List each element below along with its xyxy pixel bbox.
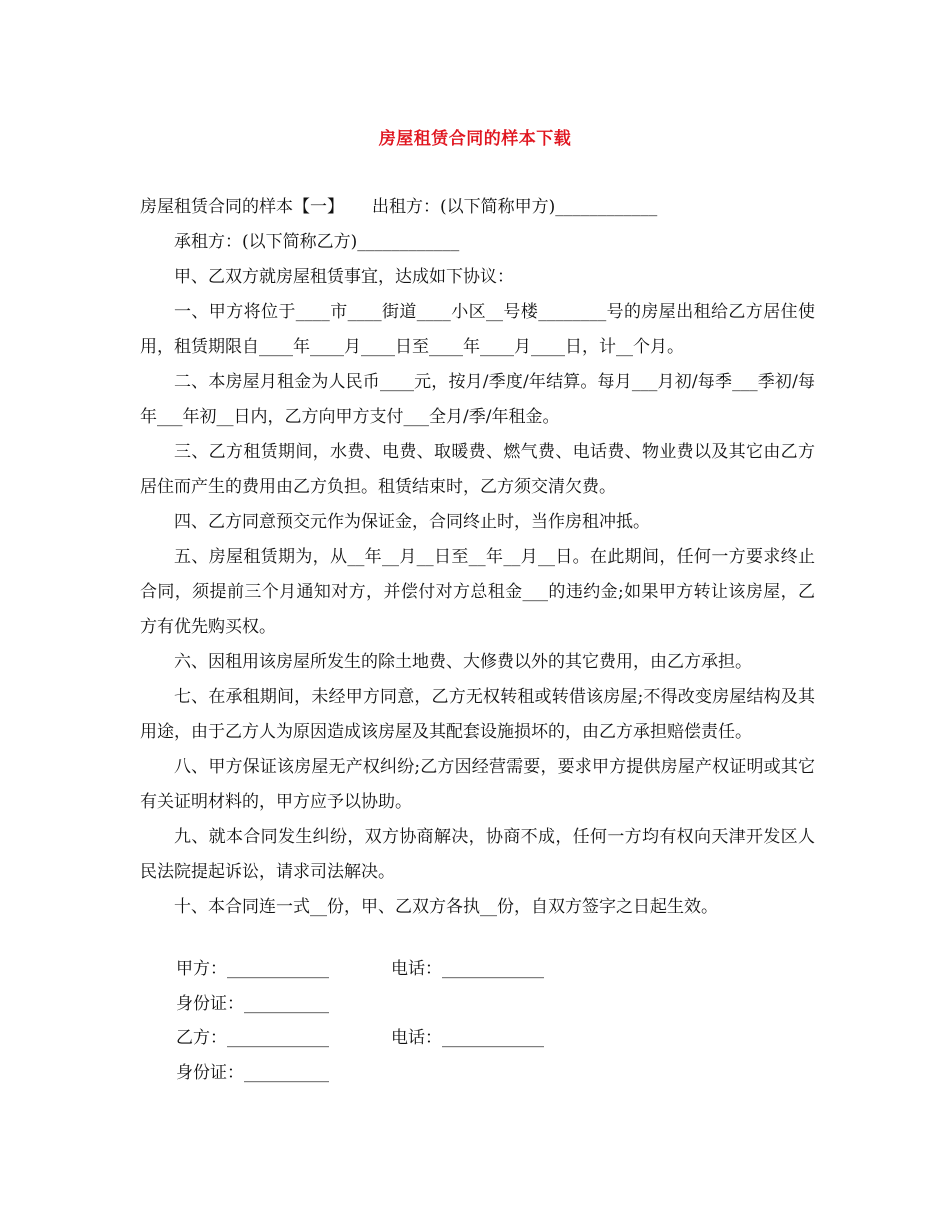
clause-2: 二、本房屋月租金为人民币____元，按月/季度/年结算。每月___月初/每季___季初/每年___年初__日内，乙方向甲方支付___全月/季/年租金。 bbox=[140, 372, 815, 427]
id-b-row bbox=[176, 1056, 329, 1091]
document-title: 房屋租赁合同的样本下载 bbox=[378, 129, 572, 149]
agreement-intro: 甲、乙双方就房屋租赁事宜，达成如下协议： bbox=[174, 267, 514, 287]
clause-7: 七、在承租期间，未经甲方同意，乙方无权转租或转借该房屋;不得改变房屋结构及其用途，由于乙方人为原因造成该房屋及其配套设施损坏的，由乙方承担赔偿责任。 bbox=[140, 687, 815, 742]
header-line bbox=[140, 190, 815, 225]
clause-10: 十、本合同连一式__份，甲、乙双方各执__份，自双方签字之日起生效。 bbox=[174, 897, 718, 917]
clause-4: 四、乙方同意预交元作为保证金，合同终止时，当作房租冲抵。 bbox=[174, 512, 650, 532]
id-b-field: 身份证：__________ bbox=[176, 1063, 329, 1083]
party-a-field: 甲方：____________ bbox=[176, 959, 329, 979]
clause-9: 九、就本合同发生纠纷，双方协商解决，协商不成，任何一方均有权向天津开发区人民法院提起诉讼，请求司法解决。 bbox=[140, 827, 815, 882]
lessee-line: 承租方：(以下简称乙方)____________ bbox=[174, 232, 460, 252]
sample-label: 房屋租赁合同的样本【一】 bbox=[140, 197, 344, 217]
clause-8: 八、甲方保证该房屋无产权纠纷;乙方因经营需要，要求甲方提供房屋产权证明或其它有关证明材料的，甲方应予以协助。 bbox=[140, 757, 815, 812]
party-b-row bbox=[176, 1021, 544, 1056]
lessor-line: 出租方：(以下简称甲方)____________ bbox=[372, 197, 658, 217]
party-b-field: 乙方：____________ bbox=[176, 1028, 329, 1048]
phone-b-field: 电话：____________ bbox=[391, 1028, 544, 1048]
clause-1: 一、甲方将位于____市____街道____小区__号楼________号的房屋出租给乙方居住使用，租赁期限自____年____月____日至____年____月____日，计__个月。 bbox=[140, 302, 815, 357]
clause-6: 六、因租用该房屋所发生的除土地费、大修费以外的其它费用，由乙方承担。 bbox=[174, 652, 752, 672]
clause-5: 五、房屋租赁期为，从__年__月__日至__年__月__日。在此期间，任何一方要求终止合同，须提前三个月通知对方，并偿付对方总租金___的违约金;如果甲方转让该房屋，乙方有优先购买权。 bbox=[140, 547, 815, 637]
id-a-row bbox=[176, 987, 329, 1022]
document-body bbox=[140, 190, 815, 925]
id-a-field: 身份证：__________ bbox=[176, 994, 329, 1014]
phone-a-field: 电话：____________ bbox=[391, 959, 544, 979]
clause-3: 三、乙方租赁期间，水费、电费、取暖费、燃气费、电话费、物业费以及其它由乙方居住而产生的费用由乙方负担。租赁结束时，乙方须交清欠费。 bbox=[140, 442, 815, 497]
party-a-row bbox=[176, 952, 544, 987]
